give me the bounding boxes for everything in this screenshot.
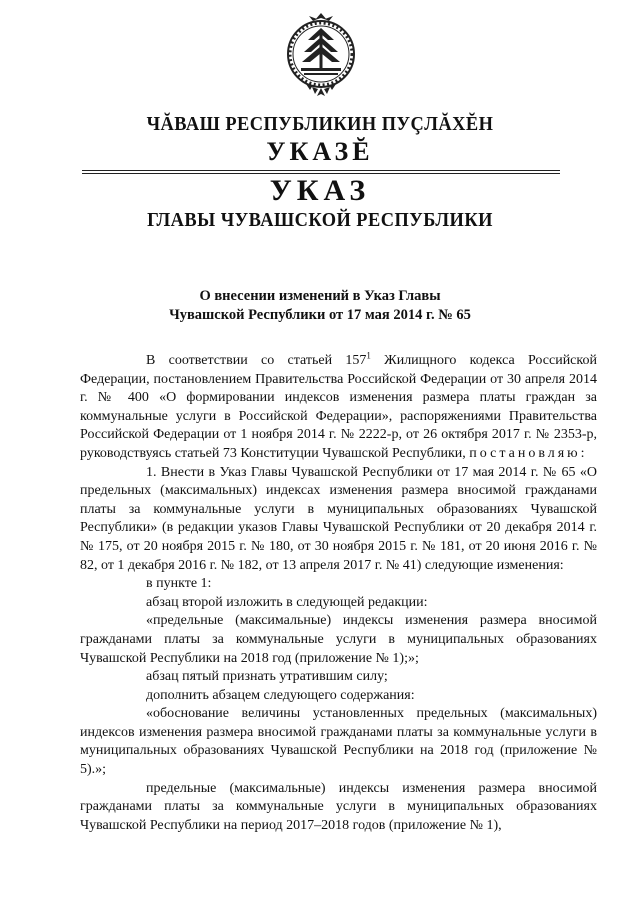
paragraph-second-abzac: абзац второй изложить в следующей редакции: <box>146 594 428 610</box>
decree-subtitle: ГЛАВЫ ЧУВАШСКОЙ РЕСПУБЛИКИ <box>147 209 493 231</box>
document-title <box>0 287 640 325</box>
paragraph-preamble <box>80 352 597 464</box>
paragraph-indices: предельные (максимальные) индексы изменения размера вносимой гражданами платы за коммунальные услуги в муниципальных образованиях Чувашской Республики на период 2017–2018 годов (приложение № 1), <box>80 780 597 833</box>
header-divider-top <box>82 170 560 171</box>
article-superscript: 1 <box>366 350 371 361</box>
chuvash-emblem-icon <box>284 10 358 102</box>
chuvash-header-line: ЧĂВАШ РЕСПУБЛИКИН ПУÇЛĂХĔН <box>146 113 494 135</box>
preamble-text-rest: Жилищного кодекса Российской Федерации, постановлением Правительства Российской Федерации от 30 апреля 2014 г. № 400 «О формировании индексов изменения размера платы граждан за коммунальные услуги в Российской Федерации», распоряжениями Правительства Российской Федерации от 1 ноября 2014 г. № 2222-р, от 26 октября 2017 г. № 2353-р, руководствуясь статьей 73 Конституции Чувашской Республики, <box>80 353 597 461</box>
chuvash-decree-title: УКАЗĔ <box>266 137 374 166</box>
paragraph-supplement: дополнить абзацем следующего содержания: <box>146 687 415 703</box>
paragraph-item-1: 1. Внести в Указ Главы Чувашской Республики от 17 мая 2014 г. № 65 «О предельных (максимальных) индексах изменения размера вносимой гражданами платы за коммунальные услуги в муниципальных образованиях Чувашской Республики» (в редакции указов Главы Чувашской Республики от 20 декабря 2014 г. № 175, от 20 ноября 2015 г. № 180, от 30 ноября 2015 г. № 181, от 20 июня 2016 г. № 82, от 1 декабря 2016 г. № 182, от 13 апреля 2017 г. № 41) следующие изменения: <box>80 464 597 573</box>
paragraph-point-1: в пункте 1: <box>146 576 212 592</box>
document-body <box>80 352 597 835</box>
document-title-line-2: Чувашской Республики от 17 мая 2014 г. № 65 <box>169 307 471 323</box>
paragraph-fifth-abzac: абзац пятый признать утратившим силу; <box>146 669 388 685</box>
decree-word: постановляю: <box>469 445 588 461</box>
document-title-line-1: О внесении изменений в Указ Главы <box>199 288 441 304</box>
paragraph-quote-1: «предельные (максимальные) индексы изменения размера вносимой гражданами платы за коммунальные услуги в муниципальных образованиях Чувашской Республики на 2018 год (приложение № 1);»; <box>80 613 597 666</box>
preamble-text-start: В соответствии со статьей 157 <box>146 353 367 368</box>
decree-title: УКАЗ <box>269 174 371 207</box>
paragraph-quote-2: «обоснование величины установленных предельных (максимальных) индексов изменения размера вносимой гражданами платы за коммунальные услуги в муниципальных образованиях Чувашской Республики на 2018 год (приложение № 5).»; <box>80 706 597 778</box>
